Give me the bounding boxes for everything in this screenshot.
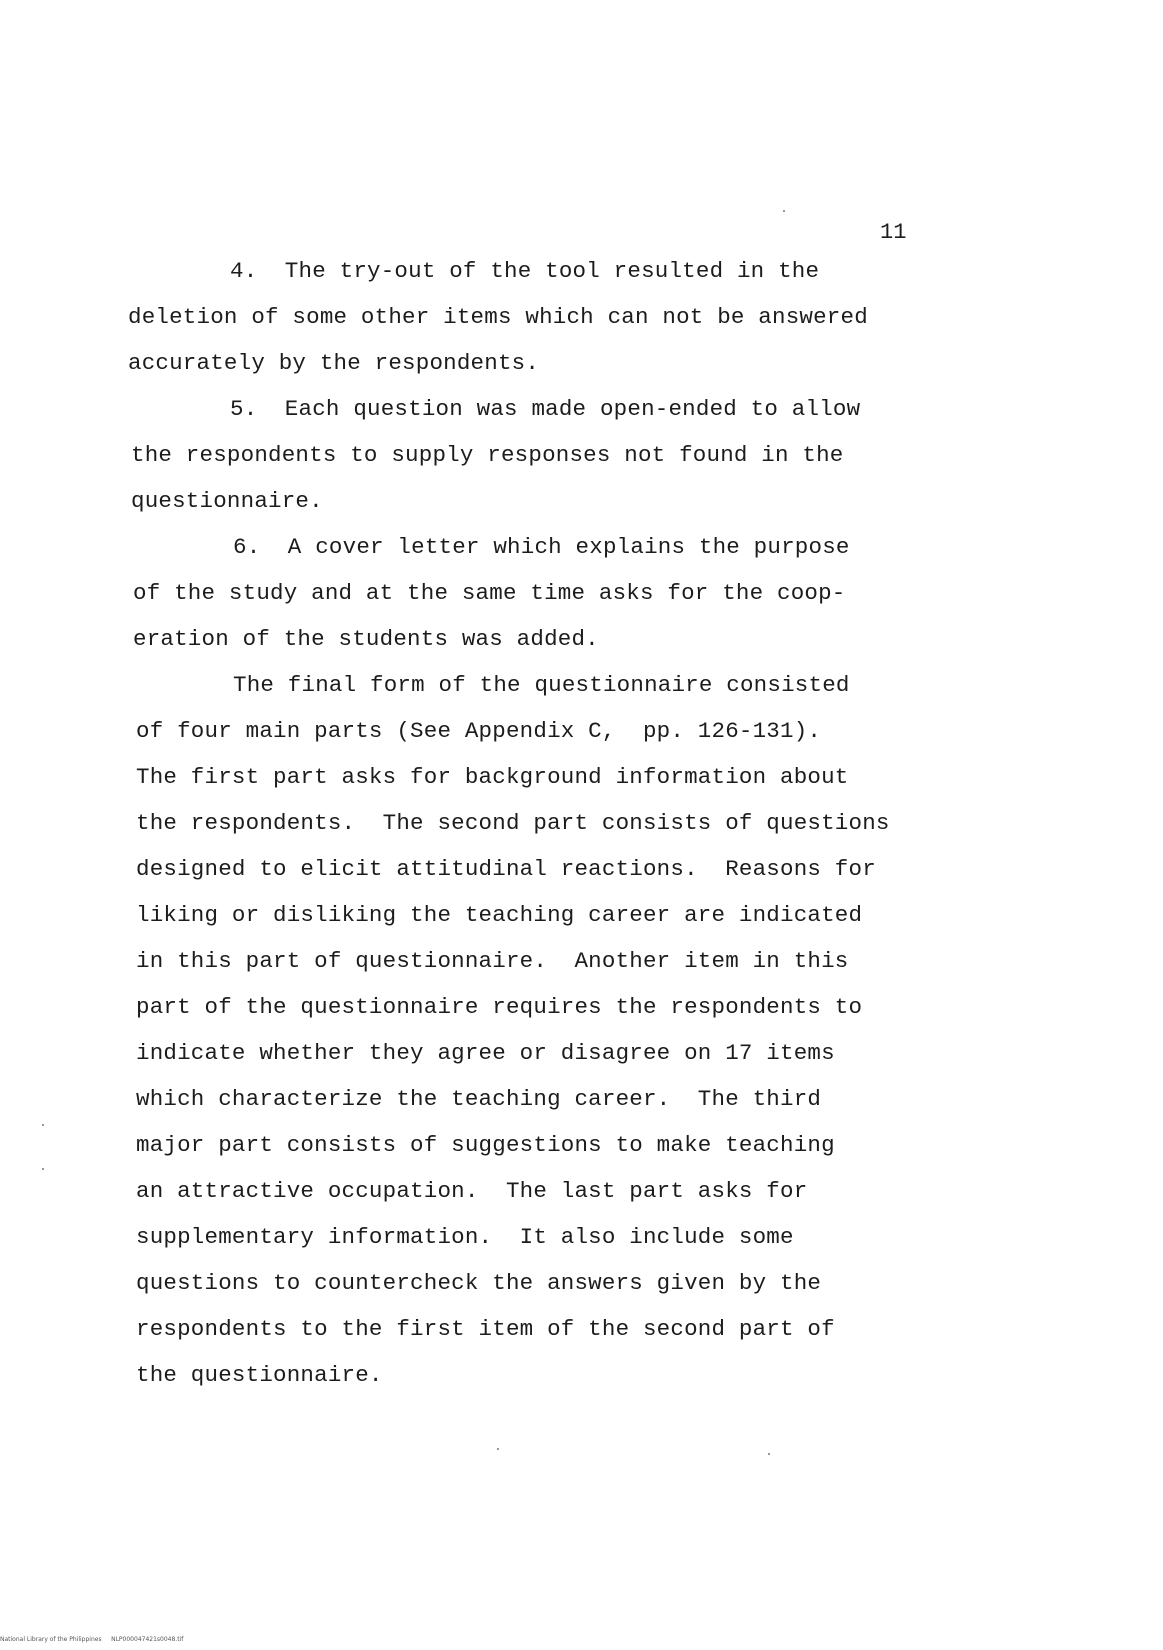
text-line: questionnaire. [131, 488, 323, 514]
text-line: an attractive occupation. The last part asks for [136, 1178, 808, 1204]
scan-speck [497, 1448, 499, 1450]
text-line: eration of the students was added. [133, 626, 599, 652]
text-line: which characterize the teaching career. The third [136, 1086, 822, 1112]
text-line: of four main parts (See Appendix C, pp. 126-131). [136, 718, 822, 744]
text-line: designed to elicit attitudinal reactions. Reasons for [136, 856, 876, 882]
scan-speck [783, 210, 785, 212]
text-line: of the study and at the same time asks for the coop- [133, 580, 846, 606]
text-line: the respondents. The second part consists of questions [136, 810, 890, 836]
text-line: 5. Each question was made open-ended to allow [230, 396, 861, 422]
text-line: indicate whether they agree or disagree on 17 items [136, 1040, 835, 1066]
text-line: 4. The try-out of the tool resulted in the [230, 258, 820, 284]
text-line: The final form of the questionnaire consisted [233, 672, 850, 698]
text-line: the questionnaire. [136, 1362, 383, 1388]
page-number: 11 [880, 220, 907, 245]
text-line: major part consists of suggestions to make teaching [136, 1132, 835, 1158]
scan-speck [768, 1453, 770, 1455]
text-line: deletion of some other items which can not be answered [128, 304, 868, 330]
scan-footer: National Library of the Philippines NLP000047421s0048.tif [0, 1636, 184, 1643]
scan-speck [42, 1168, 44, 1170]
text-line: supplementary information. It also include some [136, 1224, 794, 1250]
text-line: in this part of questionnaire. Another item in this [136, 948, 849, 974]
text-line: 6. A cover letter which explains the purpose [233, 534, 850, 560]
scan-speck [42, 1124, 44, 1126]
text-line: accurately by the respondents. [128, 350, 540, 376]
text-line: liking or disliking the teaching career are indicated [136, 902, 863, 928]
text-line: the respondents to supply responses not found in the [131, 442, 844, 468]
text-line: respondents to the first item of the second part of [136, 1316, 835, 1342]
text-line: The first part asks for background information about [136, 764, 849, 790]
text-line: questions to countercheck the answers given by the [136, 1270, 822, 1296]
text-line: part of the questionnaire requires the respondents to [136, 994, 863, 1020]
